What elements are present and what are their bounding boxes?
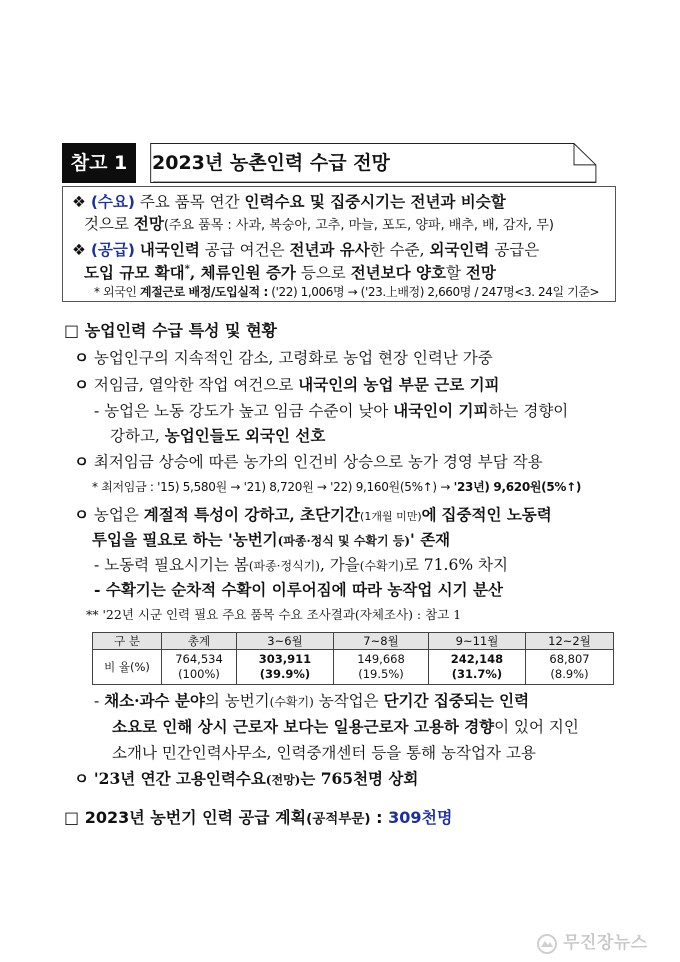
section1-item3 xyxy=(74,450,543,472)
item4-e: 집중적인 노동력 xyxy=(441,505,552,524)
supply-text-l: 전망 xyxy=(465,263,496,282)
section1-sub3-line2 xyxy=(112,715,579,737)
item2-sub-b: 내국인이 기피 xyxy=(393,401,489,420)
supply-text-k: 할 xyxy=(445,264,461,282)
table-row xyxy=(93,650,614,685)
ratio-mar-jun: (39.9%) xyxy=(259,667,311,681)
item2-sub-a: 농업은 노동 강도가 높고 임금 수준이 낮아 xyxy=(104,402,389,420)
table-cell xyxy=(334,650,429,685)
section1-item5 xyxy=(74,767,418,789)
item4-f: 투입을 필요로 하는 '농번기 xyxy=(92,530,278,549)
table-cell xyxy=(526,650,614,685)
sub1-c: , 가을 xyxy=(319,556,360,574)
circle-marker-icon: ㅇ xyxy=(74,452,89,471)
section1-item2 xyxy=(74,373,500,395)
table-header-cell: 3~6월 xyxy=(237,633,334,650)
ratio-sep-nov: (31.7%) xyxy=(451,667,503,681)
sub1-b: (파종·정식기) xyxy=(248,559,320,573)
value-jul-aug: 149,668 xyxy=(357,652,405,666)
section2-title-d: 309천명 xyxy=(388,808,453,827)
sub3-b: 의 농번기 xyxy=(204,692,270,710)
section1-sub3-line1 xyxy=(94,689,529,711)
demand-text-a: 주요 품목 연간 xyxy=(139,193,240,211)
sub3-f: 소요로 인해 상시 근로자 보다는 일용근로자 고용하 경향 xyxy=(112,717,495,736)
sub3-c: (수확기) xyxy=(269,695,314,709)
supply-text-e: 외국인력 xyxy=(429,240,490,259)
demand-label: (수요) xyxy=(90,193,135,211)
summary-note xyxy=(94,283,599,300)
summary-supply-line2 xyxy=(84,261,496,283)
circle-marker-icon: ㅇ xyxy=(74,348,89,367)
supply-text-i: 등으로 xyxy=(300,264,346,282)
demand-table xyxy=(92,632,614,685)
ratio-total: (100%) xyxy=(178,667,220,681)
section1-item1 xyxy=(74,346,493,368)
item2-sub-c: 하는 경향이 xyxy=(488,402,569,420)
item4-g: (파종·정식 및 수확기 등) xyxy=(277,534,411,548)
item2-text-a: 저임금, 열악한 작업 여건으로 xyxy=(93,376,294,394)
summary-demand-line1 xyxy=(72,190,506,212)
item3-note-a: * 최저임금 : '15) 5,580원 → '21) 8,720원 → '22) 9,160원(5%↑) → xyxy=(92,480,451,494)
supply-text-f: 공급은 xyxy=(494,241,540,259)
supply-text-b: 공급 여건은 xyxy=(204,241,285,259)
summary-supply-line1 xyxy=(72,238,539,260)
dash-marker: - xyxy=(94,580,101,599)
supply-text-d: 한 수준, xyxy=(369,241,425,259)
sub1-a: 노동력 필요시기는 봄 xyxy=(104,556,249,574)
circle-marker-icon: ㅇ xyxy=(74,769,89,788)
item4-b: 계절적 특성이 강하고, 초단기간 xyxy=(143,505,361,524)
supply-text-h: , 체류인원 증가 xyxy=(189,263,296,282)
demand-text-b: 인력수요 및 집중시기는 전년과 비슷할 xyxy=(244,192,506,211)
table-cell xyxy=(162,650,237,685)
section1-item4-line2 xyxy=(92,528,450,550)
section1-title: □ 농업인력 수급 특성 및 현황 xyxy=(64,321,277,340)
value-mar-jun: 303,911 xyxy=(258,652,312,666)
section1-sub3-line3: 소개나 민간인력사무소, 인력중개센터 등을 통해 농작업자 고용 xyxy=(112,744,536,762)
dash-marker: - xyxy=(94,692,100,710)
note-b: 계절근로 배정/도입실적 : xyxy=(140,285,268,299)
value-total: 764,534 xyxy=(175,652,223,666)
supply-text-a: 내국인력 xyxy=(139,240,200,259)
section1-item3-note xyxy=(92,478,581,495)
ratio-dec-feb: (8.9%) xyxy=(550,667,589,681)
sub2-text: 수확기는 순차적 수확이 이루어짐에 따라 농작업 시기 분산 xyxy=(105,580,503,599)
table-header-cell: 총계 xyxy=(162,633,237,650)
section2-title-a: □ 2023년 농번기 인력 공급 계획 xyxy=(64,808,307,827)
item5-a: '23년 연간 고용인력수요 xyxy=(93,769,266,788)
supply-footnote-mark: * xyxy=(184,263,190,275)
table-row-label: 비 율(%) xyxy=(93,650,162,685)
supply-text-g: 도입 규모 확대 xyxy=(84,263,185,282)
item4-c: (1개월 미만) xyxy=(360,510,422,523)
diamond-bullet-icon: ❖ xyxy=(72,193,86,211)
item4-a: 농업은 xyxy=(93,506,139,524)
item5-b: (전망) xyxy=(265,773,301,787)
circle-marker-icon: ㅇ xyxy=(74,505,89,524)
header-title: 2023년 농촌인력 수급 전망 xyxy=(152,152,390,174)
sub1-e: 로 71.6% 차지 xyxy=(403,556,508,574)
table-header-row xyxy=(93,633,614,650)
section2-title xyxy=(64,805,452,828)
section1-item4-sub1 xyxy=(94,553,508,575)
item4-d: 에 xyxy=(421,505,437,524)
dash-marker: - xyxy=(94,402,100,420)
section2-title-c: : xyxy=(370,808,389,827)
table-header-cell: 12~2월 xyxy=(526,633,614,650)
value-sep-nov: 242,148 xyxy=(450,652,504,666)
watermark xyxy=(536,928,648,954)
supply-label: (공급) xyxy=(90,241,135,259)
table-cell xyxy=(429,650,526,685)
item2-sub-e: 농업인들도 외국인 선호 xyxy=(164,426,326,445)
ratio-jul-aug: (19.5%) xyxy=(358,667,404,681)
section2-title-b: (공적부문) xyxy=(306,811,371,827)
sub3-g: 이 있어 지인 xyxy=(494,718,579,736)
value-dec-feb: 68,807 xyxy=(549,652,590,666)
dash-marker: - xyxy=(94,556,100,574)
section1-item2-sub-line2 xyxy=(110,424,325,446)
sub1-d: (수확기) xyxy=(359,559,404,573)
demand-text-c: 것으로 xyxy=(84,215,129,233)
watermark-logo-icon xyxy=(536,934,558,954)
section1-item4-line1 xyxy=(74,503,552,525)
header-tag: 참고 1 xyxy=(62,143,136,183)
summary-demand-line2 xyxy=(84,212,554,234)
item4-h: ' 존재 xyxy=(410,530,451,549)
sub3-a: 채소·과수 분야 xyxy=(104,691,205,710)
table-cell xyxy=(237,650,334,685)
note-c: ('22) 1,006명 → ('23.上배정) 2,660명 / 247명<3. 24일 기준> xyxy=(271,285,600,299)
circle-marker-icon: ㅇ xyxy=(74,375,89,394)
note-a: * 외국인 xyxy=(94,285,137,299)
table-header-cell: 9~11월 xyxy=(429,633,526,650)
sub3-d: 농작업은 xyxy=(318,692,379,710)
watermark-text: 무진장뉴스 xyxy=(563,933,648,953)
section1-item4-sub2 xyxy=(94,578,503,600)
table-header-cell: 구 분 xyxy=(93,633,162,650)
item2-text-b: 내국인의 농업 부문 근로 기피 xyxy=(298,375,500,394)
diamond-bullet-icon: ❖ xyxy=(72,241,86,259)
item2-sub-d: 강하고, xyxy=(110,427,160,445)
section1-item4-note: ** '22년 시군 인력 필요 주요 품목 수요 조사결과(자체조사) : 참고 1 xyxy=(86,607,462,622)
demand-items: (주요 품목 : 사과, 복숭아, 고추, 마늘, 포도, 양파, 배추, 배, 감자, 무) xyxy=(163,218,554,233)
sub3-e: 단기간 집중되는 인력 xyxy=(383,691,530,710)
item5-c: 는 765천명 상회 xyxy=(300,769,419,788)
item1-text: 농업인구의 지속적인 감소, 고령화로 농업 현장 인력난 가중 xyxy=(93,349,493,367)
demand-text-d: 전망 xyxy=(133,214,164,233)
supply-text-j: 전년보다 양호 xyxy=(350,263,446,282)
section1-item2-sub-line1 xyxy=(94,399,568,421)
item3-note-b: '23년) 9,620원(5%↑) xyxy=(453,480,582,494)
item3-text: 최저임금 상승에 따른 농가의 인건비 상승으로 농가 경영 부담 작용 xyxy=(93,453,543,471)
table-header-cell: 7~8월 xyxy=(334,633,429,650)
supply-text-c: 전년과 유사 xyxy=(289,240,370,259)
